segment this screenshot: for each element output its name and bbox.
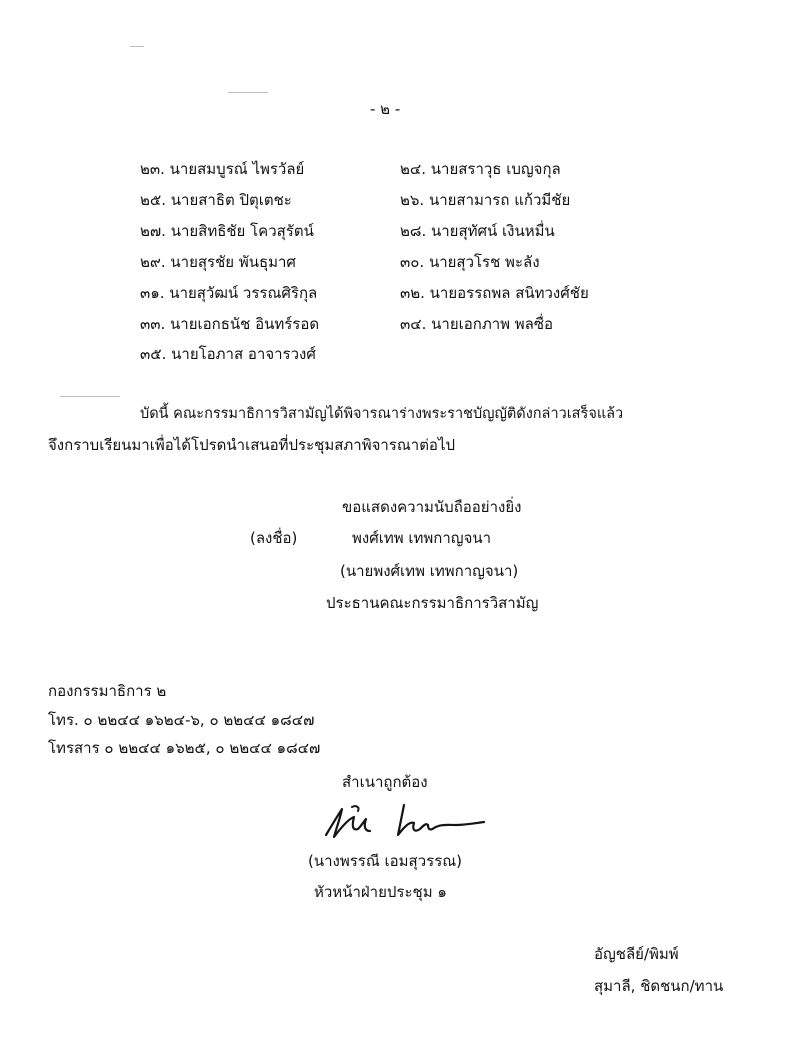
certifier-position: หัวหน้าฝ่ายประชุม ๑ [314,883,447,901]
signer-full-name: (นายพงศ์เทพ เทพกาญจนา) [340,562,519,580]
typist-line-2: สุมาลี, ชิดชนก/ทาน [594,977,724,995]
member-left-2: ๒๕. นายสาธิต ปิตุเตชะ [140,191,292,209]
member-right-2: ๒๖. นายสามารถ แก้วมีชัย [400,191,571,209]
signed-label: (ลงชื่อ) [250,529,298,547]
member-left-5: ๓๑. นายสุวัฒน์ วรรณศิริกุล [140,284,318,302]
member-right-4: ๓๐. นายสุวโรช พะลัง [400,253,540,271]
member-left-6: ๓๓. นายเอกธนัช อินทร์รอด [140,315,320,333]
certifier-name: (นางพรรณี เอมสุวรรณ) [308,852,463,870]
page-number: - ๒ - [370,100,401,118]
office-phone: โทร. ๐ ๒๒๔๔ ๑๖๒๔-๖, ๐ ๒๒๔๔ ๑๘๔๗ [48,711,315,729]
scan-speck [130,46,144,47]
handwritten-signature [318,795,498,847]
body-line-1: บัดนี้ คณะกรรมาธิการวิสามัญได้พิจารณาร่างพระราชบัญญัติดังกล่าวเสร็จแล้ว [140,406,624,422]
member-right-6: ๓๔. นายเอกภาพ พลซื่อ [400,315,554,333]
typist-line-1: อัญชลีย์/พิมพ์ [594,945,679,963]
member-left-7: ๓๕. นายโอภาส อาจารวงศ์ [140,345,316,363]
body-line-2: จึงกราบเรียนมาเพื่อได้โปรดนำเสนอที่ประชุมสภาพิจารณาต่อไป [48,436,456,454]
certified-copy-label: สำเนาถูกต้อง [342,773,428,791]
member-left-4: ๒๙. นายสุรชัย พันธุมาศ [140,253,296,271]
office-fax: โทรสาร ๐ ๒๒๔๔ ๑๖๒๕, ๐ ๒๒๔๔ ๑๘๔๗ [48,739,321,757]
member-right-5: ๓๒. นายอรรถพล สนิทวงศ์ชัย [400,284,589,302]
scan-speck [228,92,268,93]
scan-speck [60,396,120,397]
signed-name: พงศ์เทพ เทพกาญจนา [352,529,492,547]
member-right-1: ๒๔. นายสราวุธ เบญจกุล [400,160,561,178]
closing-salutation: ขอแสดงความนับถืออย่างยิ่ง [342,498,522,516]
signer-position: ประธานคณะกรรมาธิการวิสามัญ [326,594,539,612]
member-right-3: ๒๘. นายสุทัศน์ เงินหมื่น [400,222,555,240]
member-left-1: ๒๓. นายสมบูรณ์ ไพรวัลย์ [140,160,305,178]
member-left-3: ๒๗. นายสิทธิชัย โควสุรัตน์ [140,222,314,240]
office-name: กองกรรมาธิการ ๒ [48,682,167,700]
